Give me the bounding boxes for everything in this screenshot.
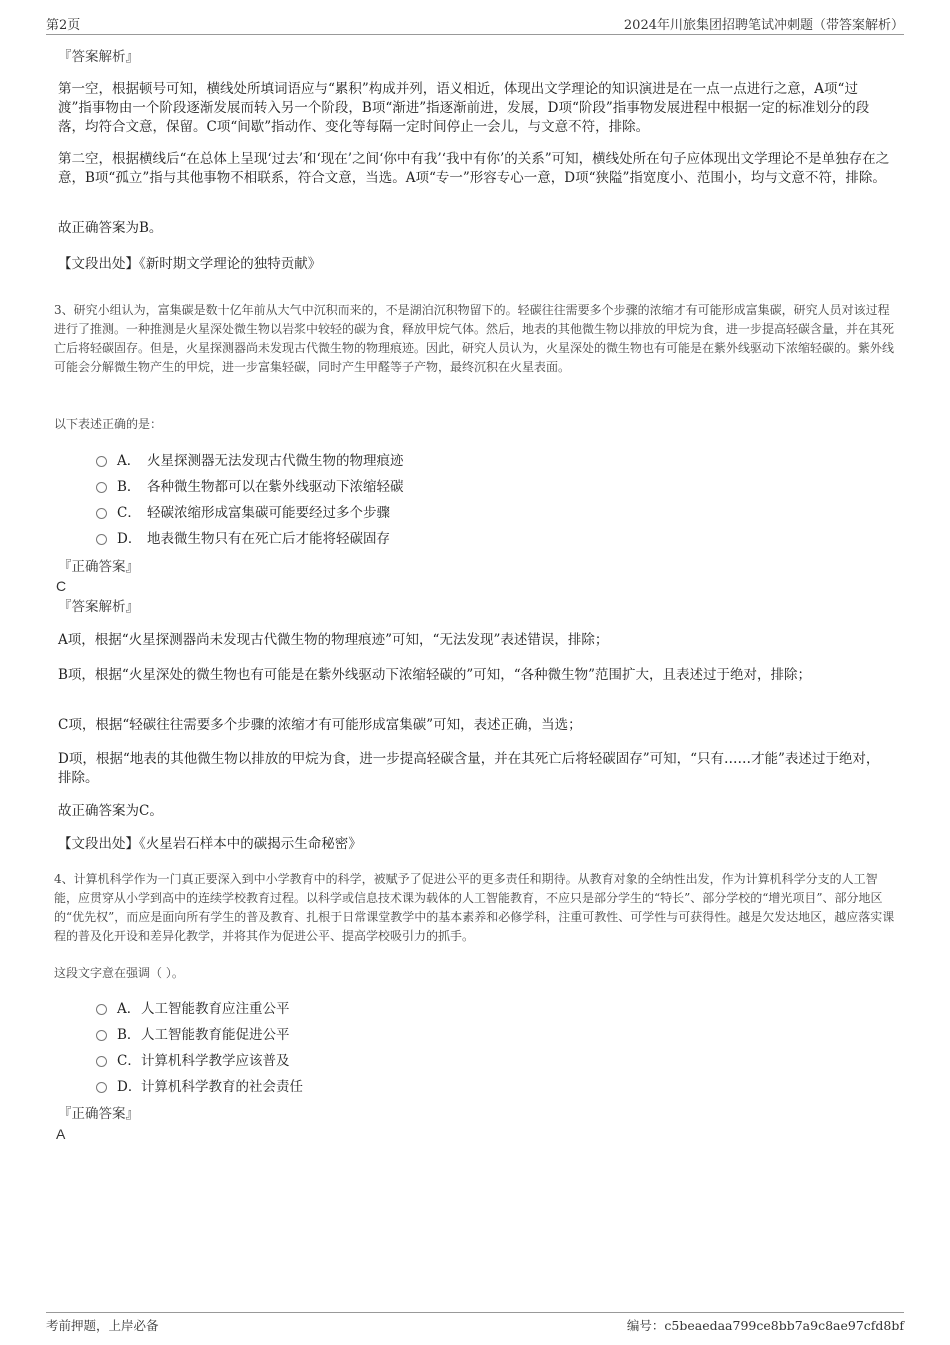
q4-option-b[interactable]: B．人工智能教育能促进公平 [96,1026,290,1044]
q3-option-a[interactable]: A． 火星探测器无法发现古代微生物的物理痕迹 [96,452,404,470]
radio-icon[interactable] [96,1056,107,1067]
page-footer [46,1312,904,1335]
radio-icon[interactable] [96,1082,107,1093]
q3-stem: 3、研究小组认为，富集碳是数十亿年前从大气中沉积而来的，不是湖泊沉积物留下的。轻碳往往需要多个步骤的浓缩才有可能形成富集碳，研究人员对该过程进行了推测。一种推测是火星深处微生物以岩浆中较轻的碳为食，释放甲烷气体。然后，地表的其他微生物以排放的甲烷为食，进一步提高轻碳含量，并在其死亡后将轻碳固存。但是，火星探测器尚未发现古代微生物的物理痕迹。因此，研究人员认为，火星深处的微生物也有可能是在紫外线驱动下浓缩轻碳的。紫外线可能会分解微生物产生的甲烷，进一步富集轻碳，同时产生甲醛等子产物，最终沉积在火星表面。 [54,303,895,374]
q3-conclusion: 故正确答案为C。 [58,803,163,819]
q4-prompt: 这段文字意在强调（ ）。 [54,966,184,980]
q3-option-b[interactable]: B． 各种微生物都可以在紫外线驱动下浓缩轻碳 [96,478,404,496]
q4-option-c[interactable]: C．计算机科学教学应该普及 [96,1052,290,1070]
q3-analysis-label: 『答案解析』 [58,599,139,615]
radio-icon[interactable] [96,482,107,493]
radio-icon[interactable] [96,534,107,545]
q3-analysis-d: D项，根据“地表的其他微生物以排放的甲烷为食，进一步提高轻碳含量，并在其死亡后将轻碳固存”可知，“只有……才能”表述过于绝对，排除。 [58,751,880,786]
radio-icon[interactable] [96,456,107,467]
document-title: 2024年川旅集团招聘笔试冲刺题（带答案解析） [623,18,904,33]
q4-answer-label: 『正确答案』 [58,1106,139,1122]
q3-analysis-b: B项，根据“火星深处的微生物也有可能是在紫外线驱动下浓缩轻碳的”可知，“各种微生物”范围扩大，且表述过于绝对，排除； [58,667,812,683]
radio-icon[interactable] [96,1004,107,1015]
q2-analysis-label: 『答案解析』 [58,49,139,65]
page-header [46,14,904,35]
q3-source: 【文段出处】《火星岩石样本中的碳揭示生命秘密》 [58,836,362,852]
q2-analysis-para-2: 第二空，根据横线后“在总体上呈现‘过去’和‘现在’之间‘你中有我’‘我中有你’的关系”可知，横线处所在句子应体现出文学理论不是单独存在之意，B项“孤立”指与其他事物不相联系，符合文意，当选。A项“专一”形容专心一意，D项“狭隘”指宽度小、范围小，均与文意不符，排除。 [58,151,890,186]
footer-slogan: 考前押题，上岸必备 [46,1318,159,1333]
radio-icon[interactable] [96,508,107,519]
document-id: 编号：c5beaedaa799ce8bb7a9c8ae97cfd8bf [626,1318,904,1333]
q3-analysis-c: C项，根据“轻碳往往需要多个步骤的浓缩才有可能形成富集碳”可知，表述正确，当选； [58,717,582,733]
q2-source: 【文段出处】《新时期文学理论的独特贡献》 [58,256,322,272]
q3-option-c[interactable]: C． 轻碳浓缩形成富集碳可能要经过多个步骤 [96,504,390,522]
q3-analysis-a: A项，根据“火星探测器尚未发现古代微生物的物理痕迹”可知，“无法发现”表述错误，排除； [58,632,609,648]
q2-analysis-para-1: 第一空，根据顿号可知，横线处所填词语应与“累积”构成并列，语义相近，体现出文学理论的知识演进是在一点一点进行之意，A项“过渡”指事物由一个阶段逐渐发展而转入另一个阶段，B项“渐进”指逐渐前进，发展，D项“阶段”指事物发展进程中根据一定的标准划分的段落，均符合文意，保留。C项“间歇”指动作、变化等每隔一定时间停止一会儿，与文意不符，排除。 [58,81,870,135]
q3-answer-label: 『正确答案』 [58,559,139,575]
q4-option-a[interactable]: A．人工智能教育应注重公平 [96,1000,290,1018]
q4-option-d[interactable]: D．计算机科学教育的社会责任 [96,1078,303,1096]
q4-stem: 4、计算机科学作为一门真正要深入到中小学教育中的科学，被赋予了促进公平的更多责任和期待。从教育对象的全纳性出发，作为计算机科学分支的人工智能，应贯穿从小学到高中的连续学校教育过程。以科学或信息技术课为载体的人工智能教育，不应只是部分学生的“特长”、部分学校的“增光项目”、部分地区的“优先权”，而应是面向所有学生的普及教育、扎根于日常课堂教学中的基本素养和必修学科，注重可教性、可学性与可获得性。越是欠发达地区，越应落实课程的普及化开设和差异化教学，并将其作为促进公平、提高学校吸引力的抓手。 [54,872,895,943]
q3-answer: C [56,578,67,594]
q3-prompt: 以下表述正确的是： [54,417,163,431]
q4-answer: A [56,1126,66,1142]
page-number: 第2页 [46,18,81,33]
q2-conclusion: 故正确答案为B。 [58,220,163,236]
radio-icon[interactable] [96,1030,107,1041]
q3-option-d[interactable]: D． 地表微生物只有在死亡后才能将轻碳固存 [96,530,390,548]
